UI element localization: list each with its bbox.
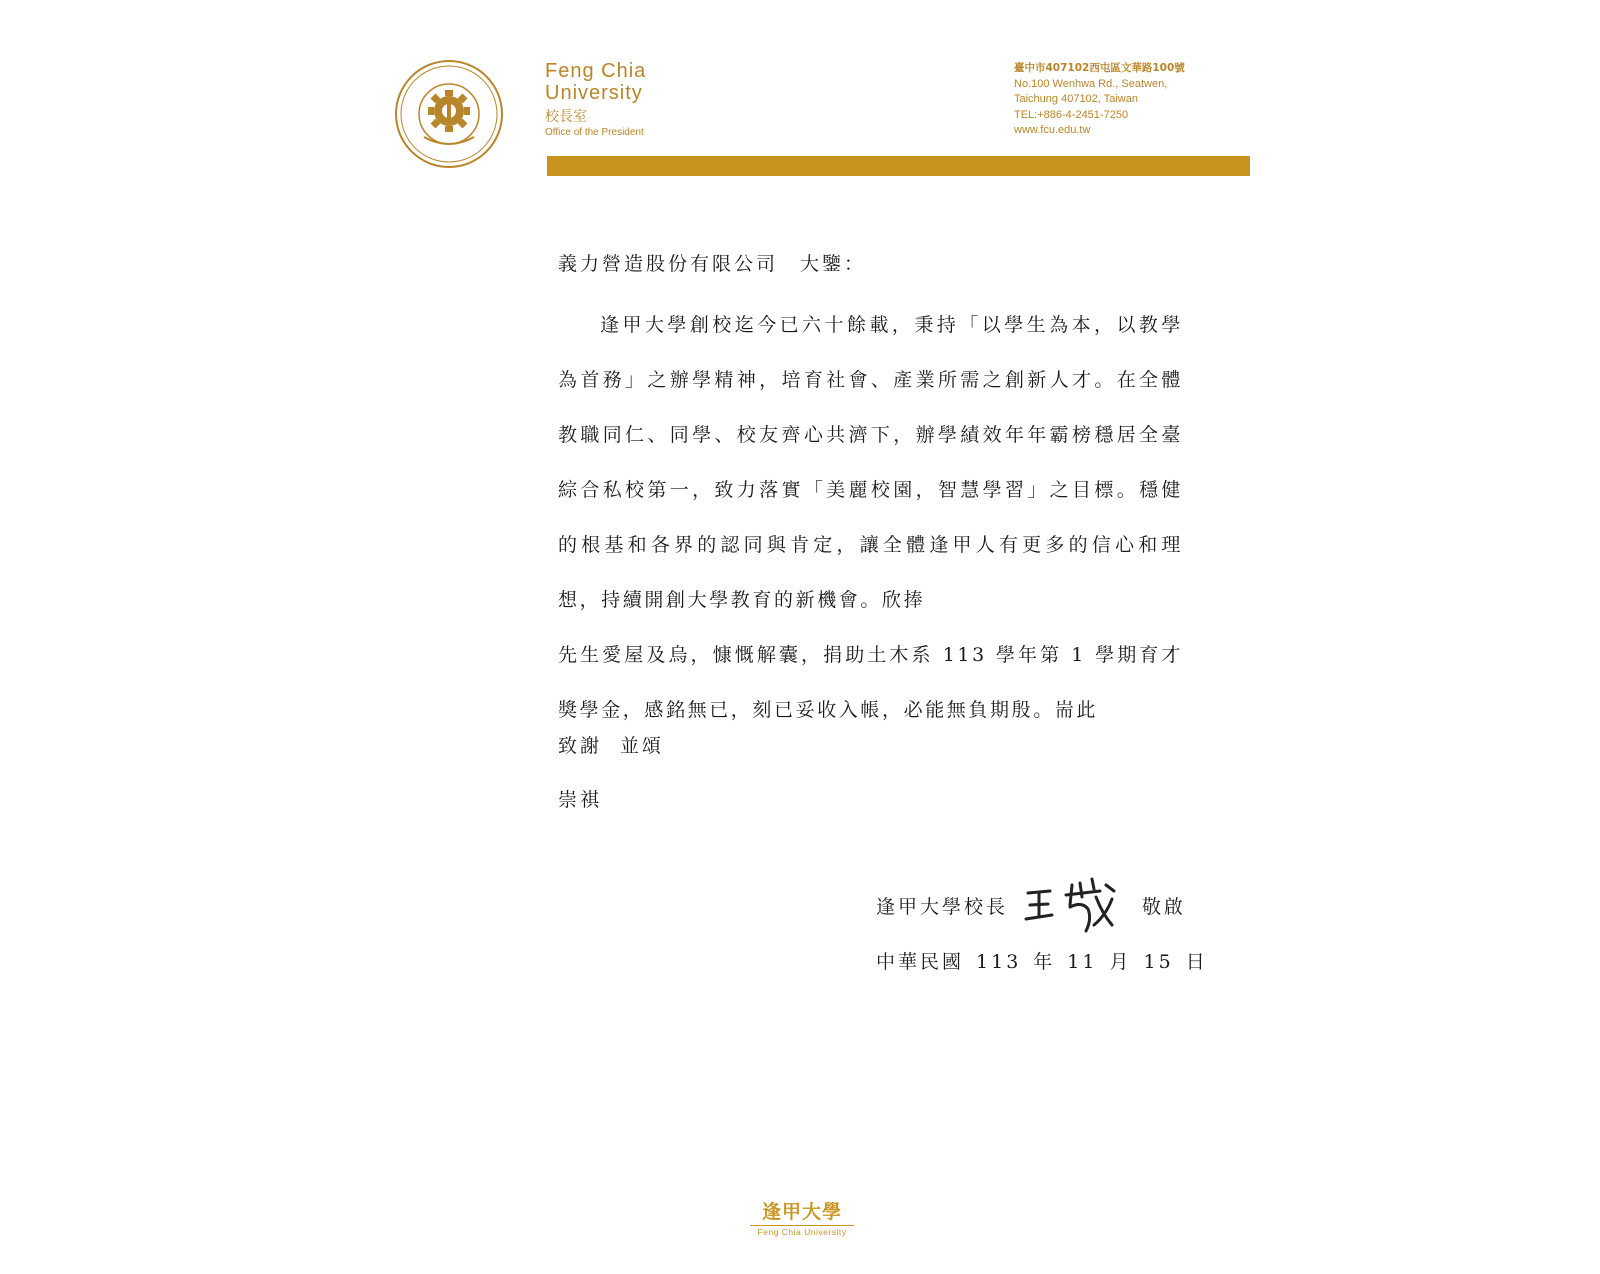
salutation-honorific: 大鑒：	[800, 253, 867, 275]
footer-logo-en: Feng Chia University	[750, 1225, 854, 1237]
handwritten-signature-icon	[1022, 875, 1130, 935]
letterhead-brand	[545, 60, 646, 138]
recipient-name: 義力營造股份有限公司	[558, 253, 779, 275]
university-seal-icon	[394, 59, 504, 169]
date-year-unit: 年	[1033, 951, 1056, 973]
letterhead-divider-bar	[547, 156, 1250, 176]
salutation	[558, 249, 866, 276]
closing-line-2: 崇祺	[558, 789, 603, 811]
date-month-unit: 月	[1109, 951, 1132, 973]
letter-body	[558, 298, 1183, 738]
office-name-zh: 校長室	[545, 109, 587, 125]
address-zh: 臺中市407102西屯區文華路100號	[1014, 62, 1185, 74]
signature-block	[876, 875, 1186, 935]
date-prefix: 中華民國	[876, 951, 965, 973]
date-day: 15	[1143, 951, 1174, 973]
signer-title: 逢甲大學校長	[876, 895, 1009, 918]
address-en-line-2: Taichung 407102, Taiwan	[1014, 93, 1138, 105]
university-name-line-1: Feng Chia	[545, 60, 647, 82]
date-day-unit: 日	[1185, 951, 1208, 973]
letter-date	[876, 947, 1208, 974]
letterhead-address	[1014, 61, 1185, 139]
date-year: 113	[976, 951, 1022, 973]
university-name-line-2: University	[545, 82, 643, 104]
address-en-line-1: No.100 Wenhwa Rd., Seatwen,	[1014, 77, 1168, 90]
website: www.fcu.edu.tw	[1014, 124, 1091, 136]
date-month: 11	[1067, 951, 1098, 973]
signer-closing: 敬啟	[1142, 895, 1187, 918]
office-name-en: Office of the President	[545, 127, 644, 138]
paragraph-2: 先生愛屋及烏，慷慨解囊，捐助土木系 113 學年第 1 學期育才獎學金，感銘無已，刻已妥收入帳，必能無負期殷。耑此	[558, 644, 1183, 721]
closing-thanks: 致謝	[558, 735, 603, 757]
closing-wish: 並頌	[620, 735, 665, 757]
closing-line-1	[558, 731, 664, 758]
footer-logo	[750, 1197, 854, 1237]
paragraph-1: 逢甲大學創校迄今已六十餘載，秉持「以學生為本，以教學為首務」之辦學精神，培育社會、產業所需之創新人才。在全體教職同仁、同學、校友齊心共濟下，辦學績效年年霸榜穩居全臺綜合私校第一，致力落實「美麗校園，智慧學習」之目標。穩健的根基和各界的認同與肯定，讓全體逢甲人有更多的信心和理想，持續開創大學教育的新機會。欣捧	[558, 314, 1183, 611]
footer-logo-zh: 逢甲大學	[761, 1201, 842, 1223]
telephone: TEL:+886-4-2451-7250	[1014, 108, 1129, 121]
